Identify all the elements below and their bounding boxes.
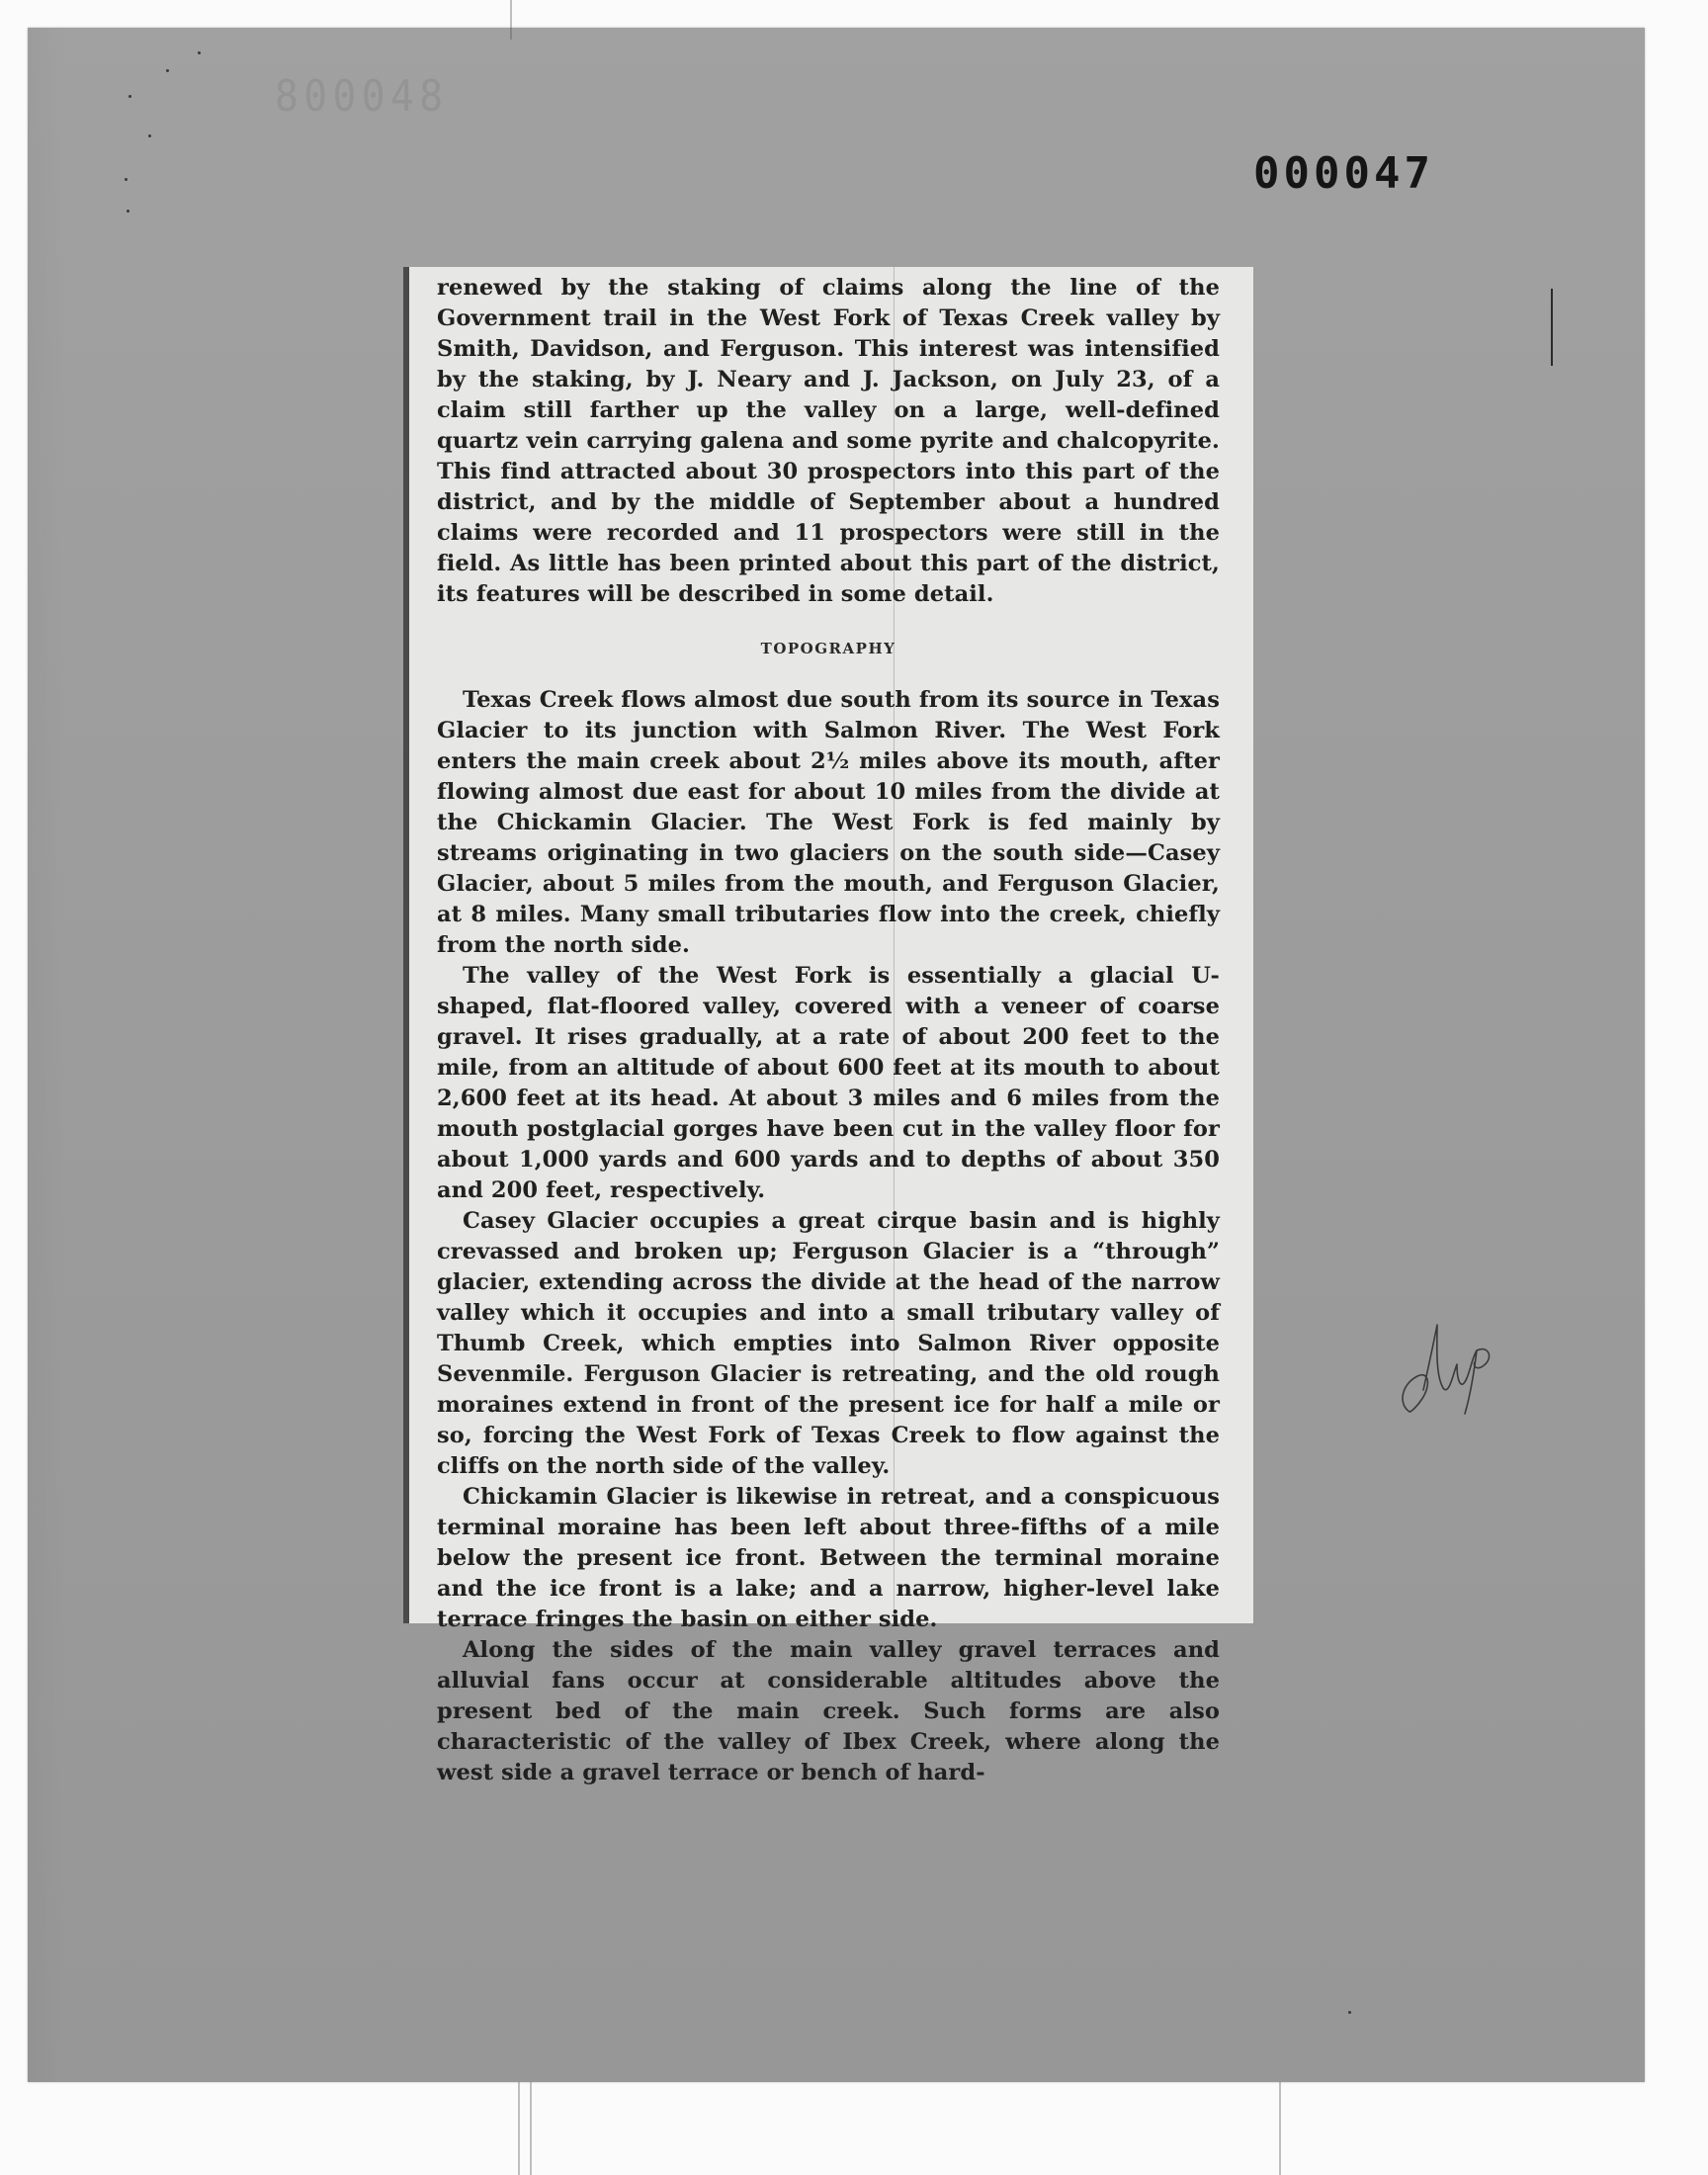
scan-artifact-line	[1279, 2082, 1281, 2175]
dust-speck	[127, 210, 129, 213]
fold-crease	[894, 267, 895, 1623]
scan-artifact-line	[518, 2082, 520, 2175]
article-clipping	[403, 267, 1253, 1785]
page-number-stamp: 000047	[1253, 148, 1434, 199]
margin-mark	[1551, 289, 1553, 366]
body-paragraph: Texas Creek flows almost due south from its source in Texas Glacier to its junction with Salmon River. The West Fork enters the main creek about 2½ miles above its mouth, after flowing almost due east for about 10 miles from the divide at the Chickamin Glacier. The West Fork is fed mainly by streams originating in two glaciers on the south side—Casey Glacier, about 5 miles from the mouth, and Ferguson Glacier, at 8 miles. Many small tributaries flow into the creek, chiefly from the north side.	[437, 687, 1220, 958]
dust-speck	[125, 178, 128, 181]
dust-speck	[148, 134, 151, 137]
body-paragraph: The valley of the West Fork is essentially a glacial U-shaped, flat-floored valley, covered with a veneer of coarse gravel. It rises gradually, at a rate of about 200 feet to the mile, from an altitude of about 600 feet at its mouth to about 2,600 feet at its head. At about 3 miles and 6 miles from the mouth postglacial gorges have been cut in the valley floor for about 1,000 yards and 600 yards and to depths of about 350 and 200 feet, respectively.	[437, 963, 1220, 1203]
body-paragraph: Casey Glacier occupies a great cirque basin and is highly crevassed and broken up; Ferguson Glacier is a “through” glacier, extending across the divide at the head of the narrow valley which it occupies and into a small tributary valley of Thumb Creek, which empties into Salmon River opposite Sevenmile. Ferguson Glacier is retreating, and the old rough moraines extend in front of the present ice for half a mile or so, forcing the West Fork of Texas Creek to flow against the cliffs on the north side of the valley.	[437, 1208, 1220, 1479]
scan-artifact-line	[530, 2082, 532, 2175]
body-paragraph: Along the sides of the main valley gravel terraces and alluvial fans occur at considerable altitudes above the present bed of the main creek. Such forms are also characteristic of the valley of Ibex Creek, where along the west side a gravel terrace or bench of hard-	[437, 1637, 1220, 1785]
handwritten-initials-icon	[1392, 1305, 1500, 1424]
section-heading: TOPOGRAPHY	[760, 640, 897, 657]
dust-speck	[128, 95, 131, 98]
intro-paragraph: renewed by the staking of claims along the line of the Government trail in the West Fork of Texas Creek valley by Smith, Davidson, and Ferguson. This interest was intensified by the staking, by J. Neary and J. Jackson, on July 23, of a claim still farther up the valley on a large, well-defined quartz vein carrying galena and some pyrite and chalcopyrite. This find attracted about 30 prospectors into this part of the district, and by the middle of September about a hundred claims were recorded and 11 prospectors were still in the field. As little has been printed about this part of the district, its features will be described in some detail.	[437, 275, 1220, 607]
scan-artifact-line	[510, 0, 512, 40]
dust-speck	[166, 69, 169, 72]
dust-speck	[1348, 2011, 1351, 2014]
dust-speck	[198, 51, 201, 54]
faint-stamp-number: 800048	[275, 71, 449, 122]
body-paragraph: Chickamin Glacier is likewise in retreat, and a conspicuous terminal moraine has been left about three-fifths of a mile below the present ice front. Between the terminal moraine and the ice front is a lake; and a narrow, higher-level lake terrace fringes the basin on either side.	[437, 1484, 1220, 1632]
